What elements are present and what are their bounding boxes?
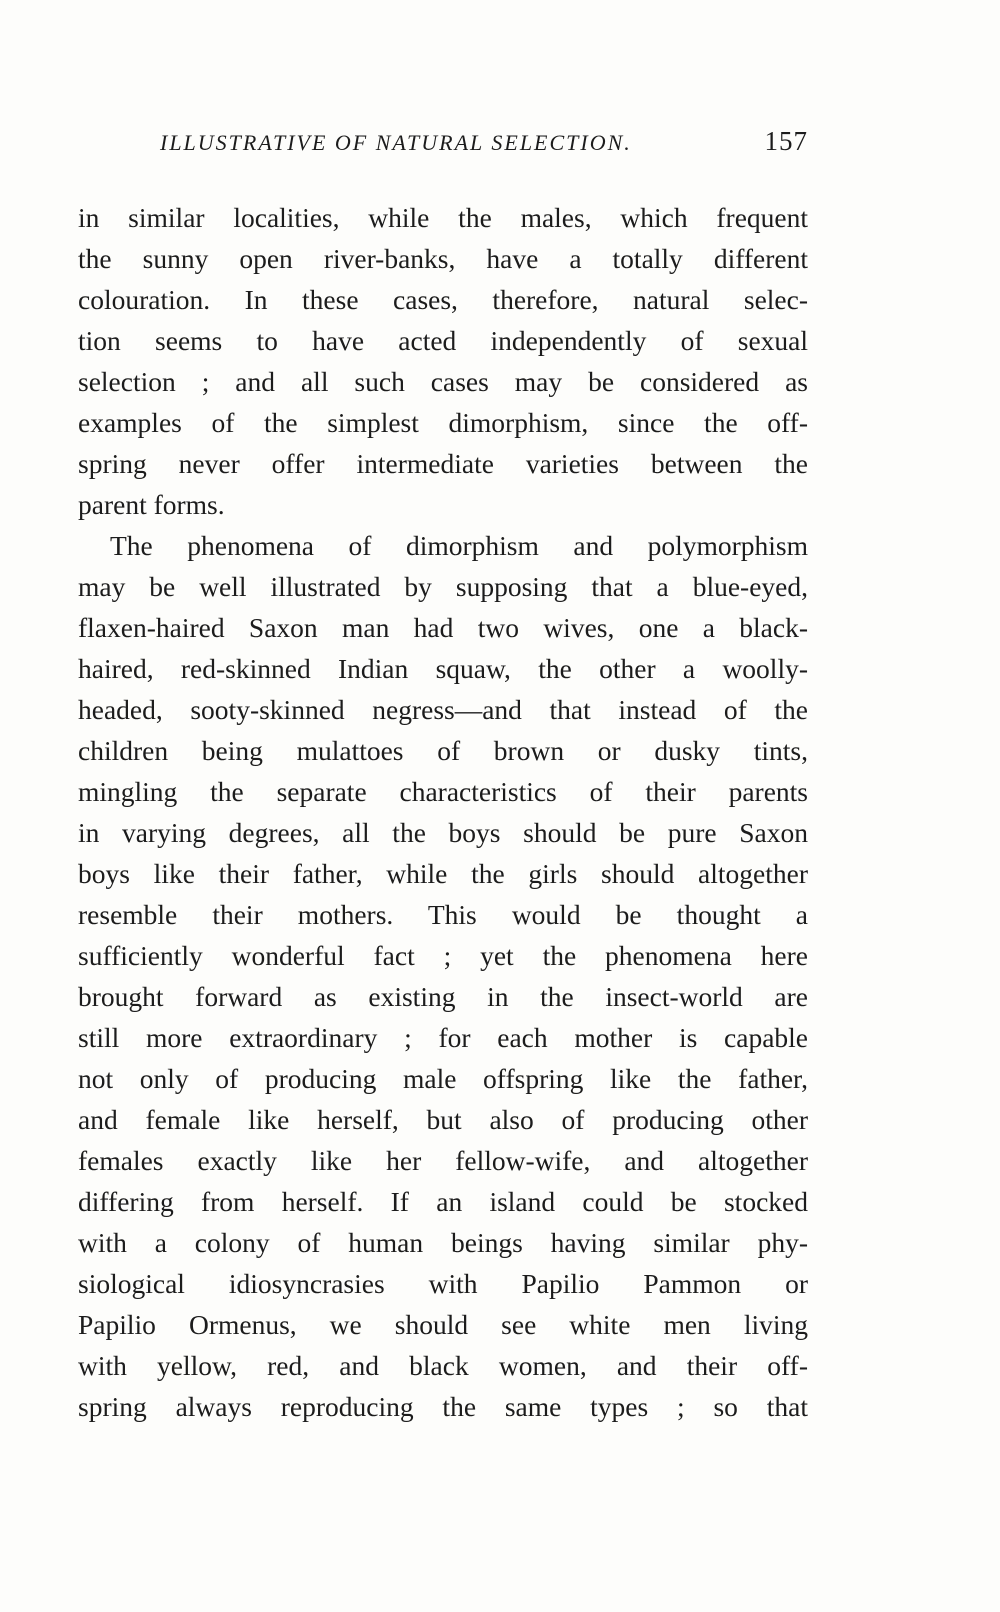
text-line: may be well illustrated by supposing that a blue-eyed, (78, 571, 808, 602)
body-text (78, 197, 808, 1427)
text-line: colouration. In these cases, therefore, natural selec- (78, 284, 808, 315)
text-line: brought forward as existing in the insect-world are (78, 981, 808, 1012)
paragraph-1 (78, 197, 808, 525)
running-head (160, 126, 808, 166)
paragraph-2 (78, 525, 808, 1427)
text-line: mingling the separate characteristics of their parents (78, 776, 808, 807)
text-line: Papilio Ormenus, we should see white men living (78, 1309, 808, 1340)
text-line: flaxen-haired Saxon man had two wives, one a black- (78, 612, 808, 643)
text-line: tion seems to have acted independently of sexual (78, 325, 808, 356)
text-line: The phenomena of dimorphism and polymorphism (110, 530, 808, 561)
text-line: the sunny open river-banks, have a totally different (78, 243, 808, 274)
text-line: children being mulattoes of brown or dusky tints, (78, 735, 808, 766)
text-line: headed, sooty-skinned negress—and that instead of the (78, 694, 808, 725)
text-line: females exactly like her fellow-wife, and altogether (78, 1145, 808, 1176)
text-line: sufficiently wonderful fact ; yet the phenomena here (78, 940, 808, 971)
text-line: in varying degrees, all the boys should be pure Saxon (78, 817, 808, 848)
text-line: examples of the simplest dimorphism, since the off- (78, 407, 808, 438)
text-line: still more extraordinary ; for each mother is capable (78, 1022, 808, 1053)
text-line: and female like herself, but also of producing other (78, 1104, 808, 1135)
text-line: spring always reproducing the same types ; so that (78, 1391, 808, 1422)
text-line: differing from herself. If an island could be stocked (78, 1186, 808, 1217)
text-line: selection ; and all such cases may be considered as (78, 366, 808, 397)
text-line: with yellow, red, and black women, and their off- (78, 1350, 808, 1381)
text-line: with a colony of human beings having similar phy- (78, 1227, 808, 1258)
page-number: 157 (764, 126, 808, 156)
text-line: haired, red-skinned Indian squaw, the other a woolly- (78, 653, 808, 684)
text-line: not only of producing male offspring like the father, (78, 1063, 808, 1094)
running-title: ILLUSTRATIVE OF NATURAL SELECTION. (160, 130, 632, 155)
text-line: siological idiosyncrasies with Papilio Pammon or (78, 1268, 808, 1299)
text-line: spring never offer intermediate varieties between the (78, 448, 808, 479)
text-line: parent forms. (78, 489, 225, 520)
text-line: in similar localities, while the males, which frequent (78, 202, 808, 233)
text-line: boys like their father, while the girls should altogether (78, 858, 808, 889)
text-line: resemble their mothers. This would be thought a (78, 899, 808, 930)
